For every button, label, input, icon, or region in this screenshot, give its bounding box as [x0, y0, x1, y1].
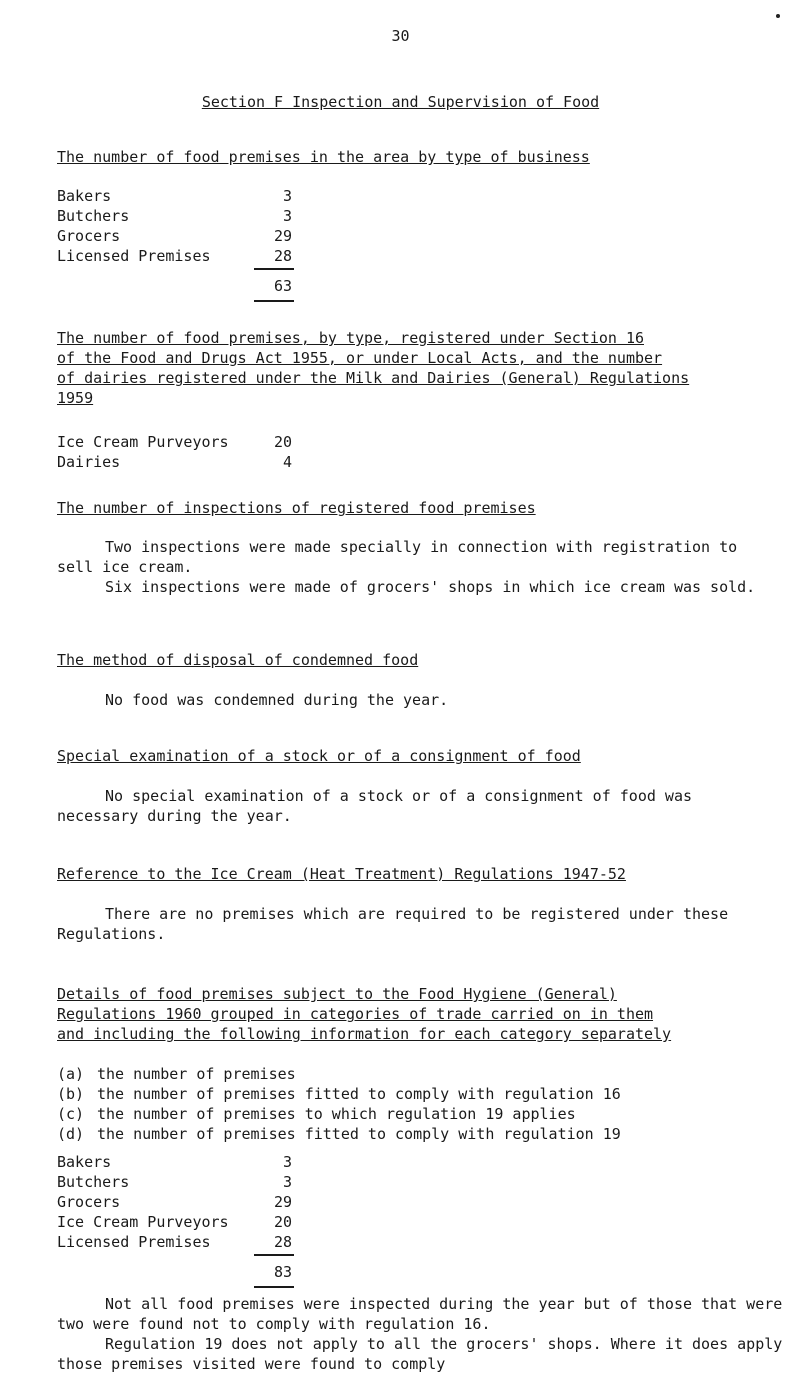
scan-speck	[776, 14, 780, 18]
list-key: (c)	[57, 1105, 85, 1123]
s2-table	[57, 432, 292, 472]
row-name: Licensed Premises	[57, 1233, 211, 1251]
table-row	[57, 206, 292, 226]
table-row	[57, 1232, 292, 1252]
table-row	[57, 1212, 292, 1232]
s7-criteria-list	[57, 1064, 621, 1144]
page-number: 30	[391, 27, 410, 45]
s2-heading	[57, 328, 777, 408]
s7-body	[57, 1294, 792, 1374]
row-value: 29	[273, 227, 292, 245]
s1-heading: The number of food premises in the area by type of business	[57, 148, 590, 166]
row-value: 4	[282, 453, 292, 471]
table-row	[57, 432, 292, 452]
heading-line: of the Food and Drugs Act 1955, or under Local Acts, and the number	[57, 349, 663, 367]
s7-table	[57, 1152, 292, 1252]
heading-line: Regulations 1960 grouped in categories of trade carried on in them	[57, 1005, 654, 1023]
paragraph: Regulation 19 does not apply to all the grocers' shops. Where it does apply those premises visited were found to comply	[57, 1335, 783, 1373]
list-text: the number of premises fitted to comply with regulation 16	[97, 1085, 621, 1103]
paragraph: Not all food premises were inspected during the year but of those that were two were found not to comply with regulation 16.	[57, 1295, 783, 1333]
heading-line: and including the following information for each category separately	[57, 1025, 672, 1043]
row-value: 3	[282, 187, 292, 205]
s4-body	[57, 690, 777, 710]
table-row	[57, 226, 292, 246]
table-row	[57, 246, 292, 266]
row-name: Grocers	[57, 1193, 121, 1211]
row-name: Ice Cream Purveyors	[57, 433, 229, 451]
row-name: Bakers	[57, 187, 112, 205]
list-text: the number of premises to which regulation 19 applies	[97, 1105, 576, 1123]
s4-heading: The method of disposal of condemned food	[57, 651, 419, 669]
row-value: 3	[282, 1153, 292, 1171]
list-key: (d)	[57, 1125, 85, 1143]
row-value: 3	[282, 1173, 292, 1191]
list-key: (a)	[57, 1065, 85, 1083]
total-value: 83	[273, 1263, 292, 1281]
row-value: 20	[273, 433, 292, 451]
heading-line: 1959	[57, 389, 94, 407]
list-item	[57, 1124, 621, 1144]
s3-heading: The number of inspections of registered food premises	[57, 499, 536, 517]
total-rule-top	[254, 1254, 294, 1256]
paragraph: Two inspections were made specially in connection with registration to sell ice cream.	[57, 538, 738, 576]
s5-body	[57, 786, 777, 826]
list-text: the number of premises	[97, 1065, 296, 1083]
paragraph: No special examination of a stock or of a consignment of food was necessary during the year.	[57, 787, 692, 825]
table-row	[57, 452, 292, 472]
total-rule-top	[254, 268, 294, 270]
s6-heading: Reference to the Ice Cream (Heat Treatment) Regulations 1947-52	[57, 865, 626, 883]
row-value: 28	[273, 1233, 292, 1251]
list-key: (b)	[57, 1085, 85, 1103]
list-item	[57, 1104, 621, 1124]
total-rule-bottom	[254, 1286, 294, 1288]
row-name: Butchers	[57, 1173, 130, 1191]
row-name: Ice Cream Purveyors	[57, 1213, 229, 1231]
s3-body	[57, 537, 777, 597]
heading-line: of dairies registered under the Milk and Dairies (General) Regulations	[57, 369, 690, 387]
paragraph: There are no premises which are required to be registered under these Regulations.	[57, 905, 729, 943]
total-rule-bottom	[254, 300, 294, 302]
heading-line: The number of food premises, by type, registered under Section 16	[57, 329, 644, 347]
row-value: 3	[282, 207, 292, 225]
list-item	[57, 1064, 621, 1084]
table-row	[57, 1172, 292, 1192]
row-value: 28	[273, 247, 292, 265]
row-value: 29	[273, 1193, 292, 1211]
table-row	[57, 1152, 292, 1172]
paragraph: Six inspections were made of grocers' shops in which ice cream was sold.	[105, 578, 756, 596]
table-row	[57, 186, 292, 206]
paragraph: No food was condemned during the year.	[105, 691, 449, 709]
heading-line: Details of food premises subject to the Food Hygiene (General)	[57, 985, 617, 1003]
s1-total-row	[57, 276, 292, 296]
s1-table	[57, 186, 292, 266]
row-name: Grocers	[57, 227, 121, 245]
s5-heading: Special examination of a stock or of a consignment of food	[57, 747, 581, 765]
section-title: Section F Inspection and Supervision of Food	[201, 93, 600, 111]
table-row	[57, 1192, 292, 1212]
total-value: 63	[273, 277, 292, 295]
s7-heading	[57, 984, 777, 1044]
s6-body	[57, 904, 777, 944]
row-name: Licensed Premises	[57, 247, 211, 265]
row-name: Butchers	[57, 207, 130, 225]
row-name: Bakers	[57, 1153, 112, 1171]
s7-total-row	[57, 1262, 292, 1282]
list-text: the number of premises fitted to comply with regulation 19	[97, 1125, 621, 1143]
list-item	[57, 1084, 621, 1104]
row-value: 20	[273, 1213, 292, 1231]
row-name: Dairies	[57, 453, 121, 471]
